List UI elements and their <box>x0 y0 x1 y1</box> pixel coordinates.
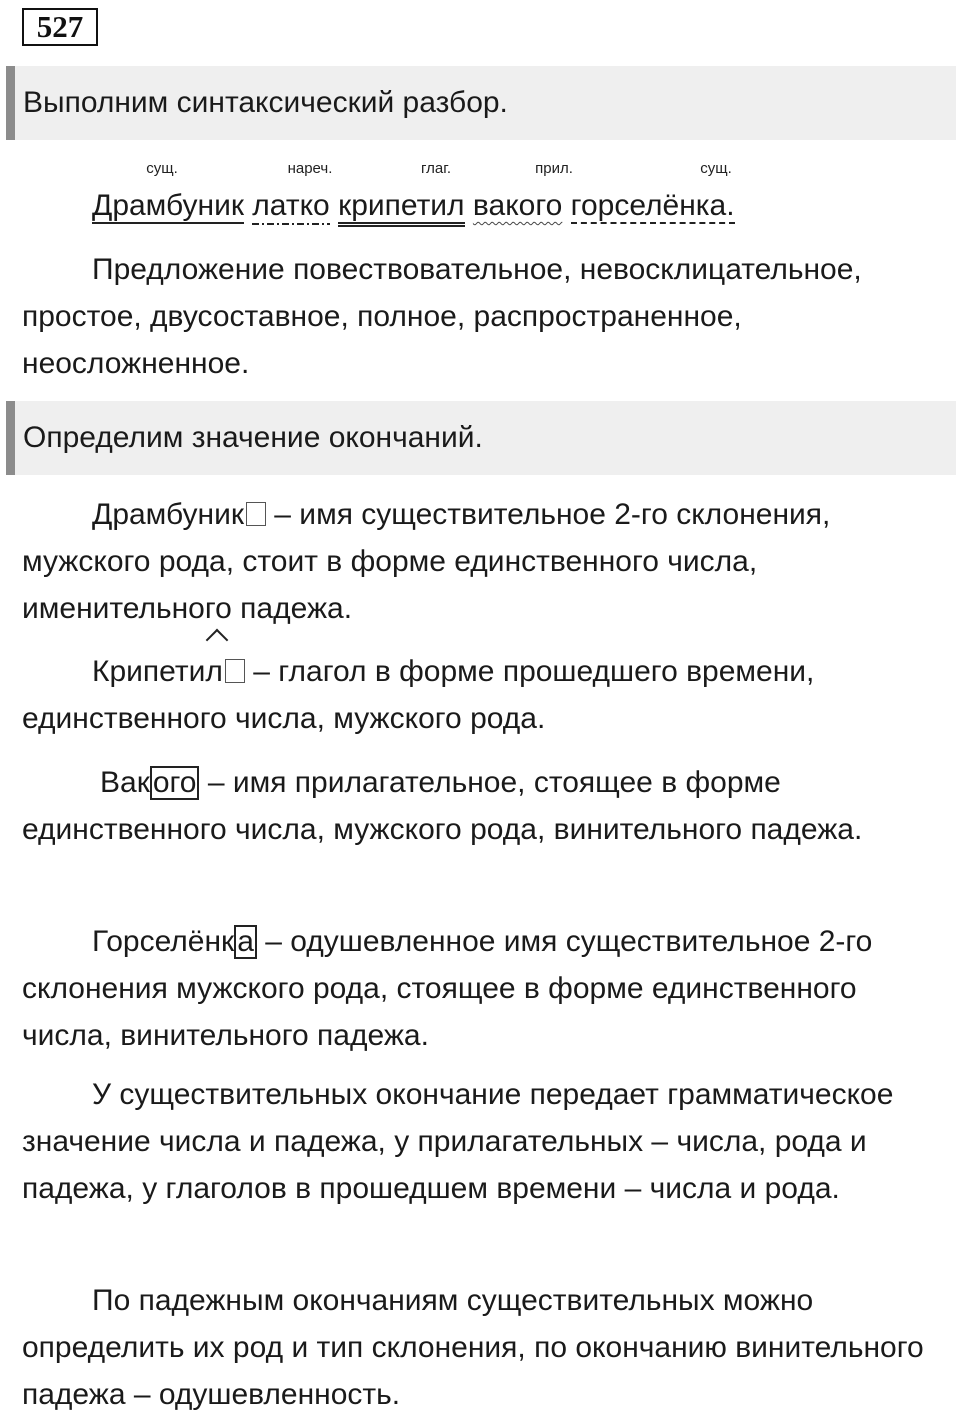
paragraph-drambunik-text: – имя существительное 2-го склонения, мужского рода, стоит в форме единственного числа, именительного падежа. <box>22 498 831 625</box>
paragraph-gorselenka-text: – одушевленное имя существительное 2-го склонения мужского рода, стоящее в форме единственного числа, винительного падежа. <box>22 925 873 1052</box>
suffix-mark: л <box>205 648 223 695</box>
paragraph-vakogo <box>22 759 942 853</box>
paragraph-summary-2: По падежным окончаниям существительных можно определить их род и тип склонения, по окончанию винительного падежа – одушевленность. <box>22 1284 924 1411</box>
sentence-predicate: крипетил <box>338 189 465 227</box>
pos-label-noun-1: сущ. <box>146 160 178 177</box>
pos-label-verb: глаг. <box>420 160 452 177</box>
sentence-adverbial: латко <box>252 186 329 226</box>
paragraph-drambunik <box>22 491 942 632</box>
word-vakogo-stem: Вак <box>100 766 150 799</box>
paragraph-summary-1: У существительных окончание передает грамматическое значение числа и падежа, у прилагательных – числа, рода и падежа, у глаголов в прошедшем времени – числа и рода. <box>22 1078 894 1205</box>
word-kripetil-stem: Крипети <box>92 655 206 688</box>
word-drambunik: Драмбуник <box>92 498 244 531</box>
zero-ending-box <box>246 502 266 526</box>
parsed-sentence <box>92 186 735 226</box>
section-header-endings: Определим значение окончаний. <box>6 401 956 475</box>
ending-box: ого <box>150 766 200 800</box>
ending-box: а <box>234 925 257 959</box>
sentence-subject: Драмбуник <box>92 189 244 222</box>
task-number: 527 <box>22 8 98 46</box>
paragraph-gorselenka <box>22 918 942 1059</box>
pos-label-noun-2: сущ. <box>700 160 732 177</box>
word-gorselenka-stem: Горселёнк <box>92 925 235 958</box>
paragraph-kripetil <box>22 648 942 742</box>
pos-label-adjective: прил. <box>535 160 573 177</box>
paragraph-vakogo-text: – имя прилагательное, стоящее в форме единственного числа, мужского рода, винительного падежа. <box>22 766 863 846</box>
pos-label-adverb: нареч. <box>287 160 333 177</box>
sentence-object: горселёнка. <box>570 189 735 222</box>
sentence-characteristic: Предложение повествовательное, невосклицательное, простое, двусоставное, полное, распространенное, неосложненное. <box>22 253 862 380</box>
sentence-attribute: вакого <box>472 189 563 222</box>
zero-ending-box <box>225 659 245 683</box>
paragraph-kripetil-text: – глагол в форме прошедшего времени, единственного числа, мужского рода. <box>22 655 815 735</box>
section-header-syntax: Выполним синтаксический разбор. <box>6 66 956 140</box>
